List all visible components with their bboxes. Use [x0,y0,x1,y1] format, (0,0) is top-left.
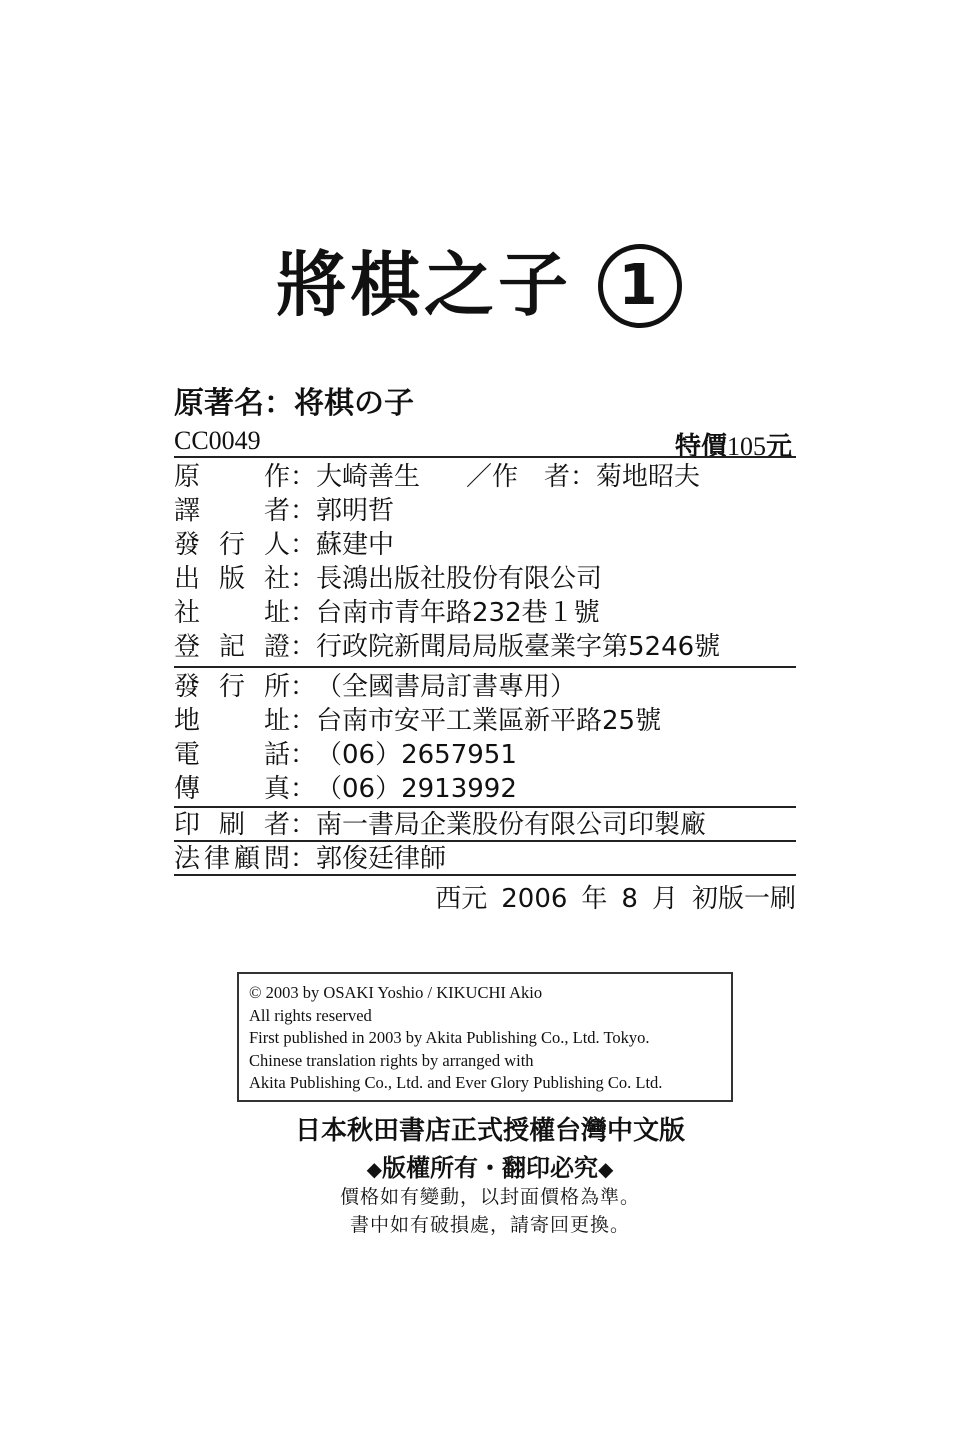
copyright-box [237,972,733,1102]
credit-label: 電 話 [174,740,290,770]
credit-value: 郭明哲 [316,496,395,526]
copyright-line: © 2003 by OSAKI Yoshio / KIKUCHI Akio [249,983,543,1002]
edition-era: 西元 [435,884,488,914]
credit-label: 登記證 [174,632,290,662]
credit-label: 地 址 [174,706,290,736]
credit-value: 郭俊廷律師 [316,844,447,874]
original-title: 原著名：将棋の子 [174,386,414,421]
credit-value: 蘇建中 [316,530,395,560]
credit-label: 發行人 [174,530,290,560]
colon: ： [290,810,317,840]
credit-value-illustrator: 菊地昭夫 [596,462,701,492]
authorization-statement: 日本秋田書店正式授權台灣中文版 [294,1116,685,1146]
damage-return-note: 書中如有破損處，請寄回更換。 [349,1214,630,1236]
credit-row-address [174,704,661,738]
credit-label: 傳 真 [174,774,290,804]
credit-value: 大崎善生 [316,462,421,492]
price-amount: 105 [726,432,766,461]
copyright-line: All rights reserved [249,1005,372,1025]
credit-label: 原 作 [174,462,290,492]
credit-label: 印刷者 [174,810,290,840]
colon: ： [290,740,317,770]
edition-date [435,878,796,915]
price-unit: 元 [765,432,792,462]
copyright-line: Chinese translation rights by arranged with [249,1050,534,1070]
copyright-line: Akita Publishing Co., Ltd. and Ever Glory Publishing Co. Ltd. [249,1073,663,1092]
credit-value: （06）2657951 [316,740,517,770]
rights-notice [0,1148,980,1183]
diamond-icon: ◆ [366,1157,382,1181]
copyright-line: First published in 2003 by Akita Publishing Co., Ltd. Tokyo. [249,1028,650,1047]
credit-row-fax [174,772,517,806]
divider-line [174,874,796,876]
credit-value: 長鴻出版社股份有限公司 [316,564,603,594]
book-title-text: 將棋之子 [276,244,572,327]
book-title [276,244,682,332]
colon: ： [290,564,317,594]
credit-label: 法律顧問 [174,844,290,874]
credit-row-office-address [174,596,600,630]
edition-printing: 初版一刷 [691,884,796,914]
credit-value: 南一書局企業股份有限公司印製廠 [316,810,707,840]
credit-row-phone [174,738,517,772]
colon: ： [290,598,317,628]
credit-row-publisher-person [174,528,394,562]
price-label: 特價 [674,432,727,462]
credit-row-translator [174,494,394,528]
edition-year-unit: 年 [581,884,608,914]
credit-value: 行政院新聞局局版臺業字第5246號 [316,632,721,662]
credit-value: （全國書局訂書專用） [316,672,577,702]
diamond-icon: ◆ [598,1157,614,1181]
colon: ： [290,462,317,492]
colon: ： [570,462,597,492]
edition-month-unit: 月 [651,884,678,914]
colon: ： [290,844,317,874]
credit-row-legal-counsel [174,842,446,876]
credit-label: 發行所 [174,672,290,702]
credit-label: 出版社 [174,564,290,594]
rights-notice-text: 版權所有・翻印必究 [382,1154,598,1182]
divider-line [174,456,796,458]
credit-label: 譯 者 [174,496,290,526]
colon: ： [290,530,317,560]
colon: ： [290,496,317,526]
credit-row-registration [174,630,720,664]
credit-value: （06）2913992 [316,774,517,804]
colon: ： [290,706,317,736]
volume-number-circle: 1 [598,244,682,328]
credit-row-printer [174,808,706,842]
credit-row-author [174,460,700,494]
credit-row-distributor [174,670,576,704]
credit-value: 台南市安平工業區新平路25號 [316,706,662,736]
colon: ： [290,672,317,702]
credit-label: 社 址 [174,598,290,628]
divider-line [174,666,796,668]
credit-label-illustrator: ／作 者 [466,462,571,492]
edition-month: 8 [621,884,638,914]
credit-row-publisher [174,562,602,596]
credit-value: 台南市青年路232巷１號 [316,598,600,628]
edition-year: 2006 [501,884,568,914]
price-change-note: 價格如有變動，以封面價格為準。 [339,1186,640,1208]
product-code: CC0049 [174,426,261,455]
colon: ： [290,632,317,662]
colon: ： [290,774,317,804]
